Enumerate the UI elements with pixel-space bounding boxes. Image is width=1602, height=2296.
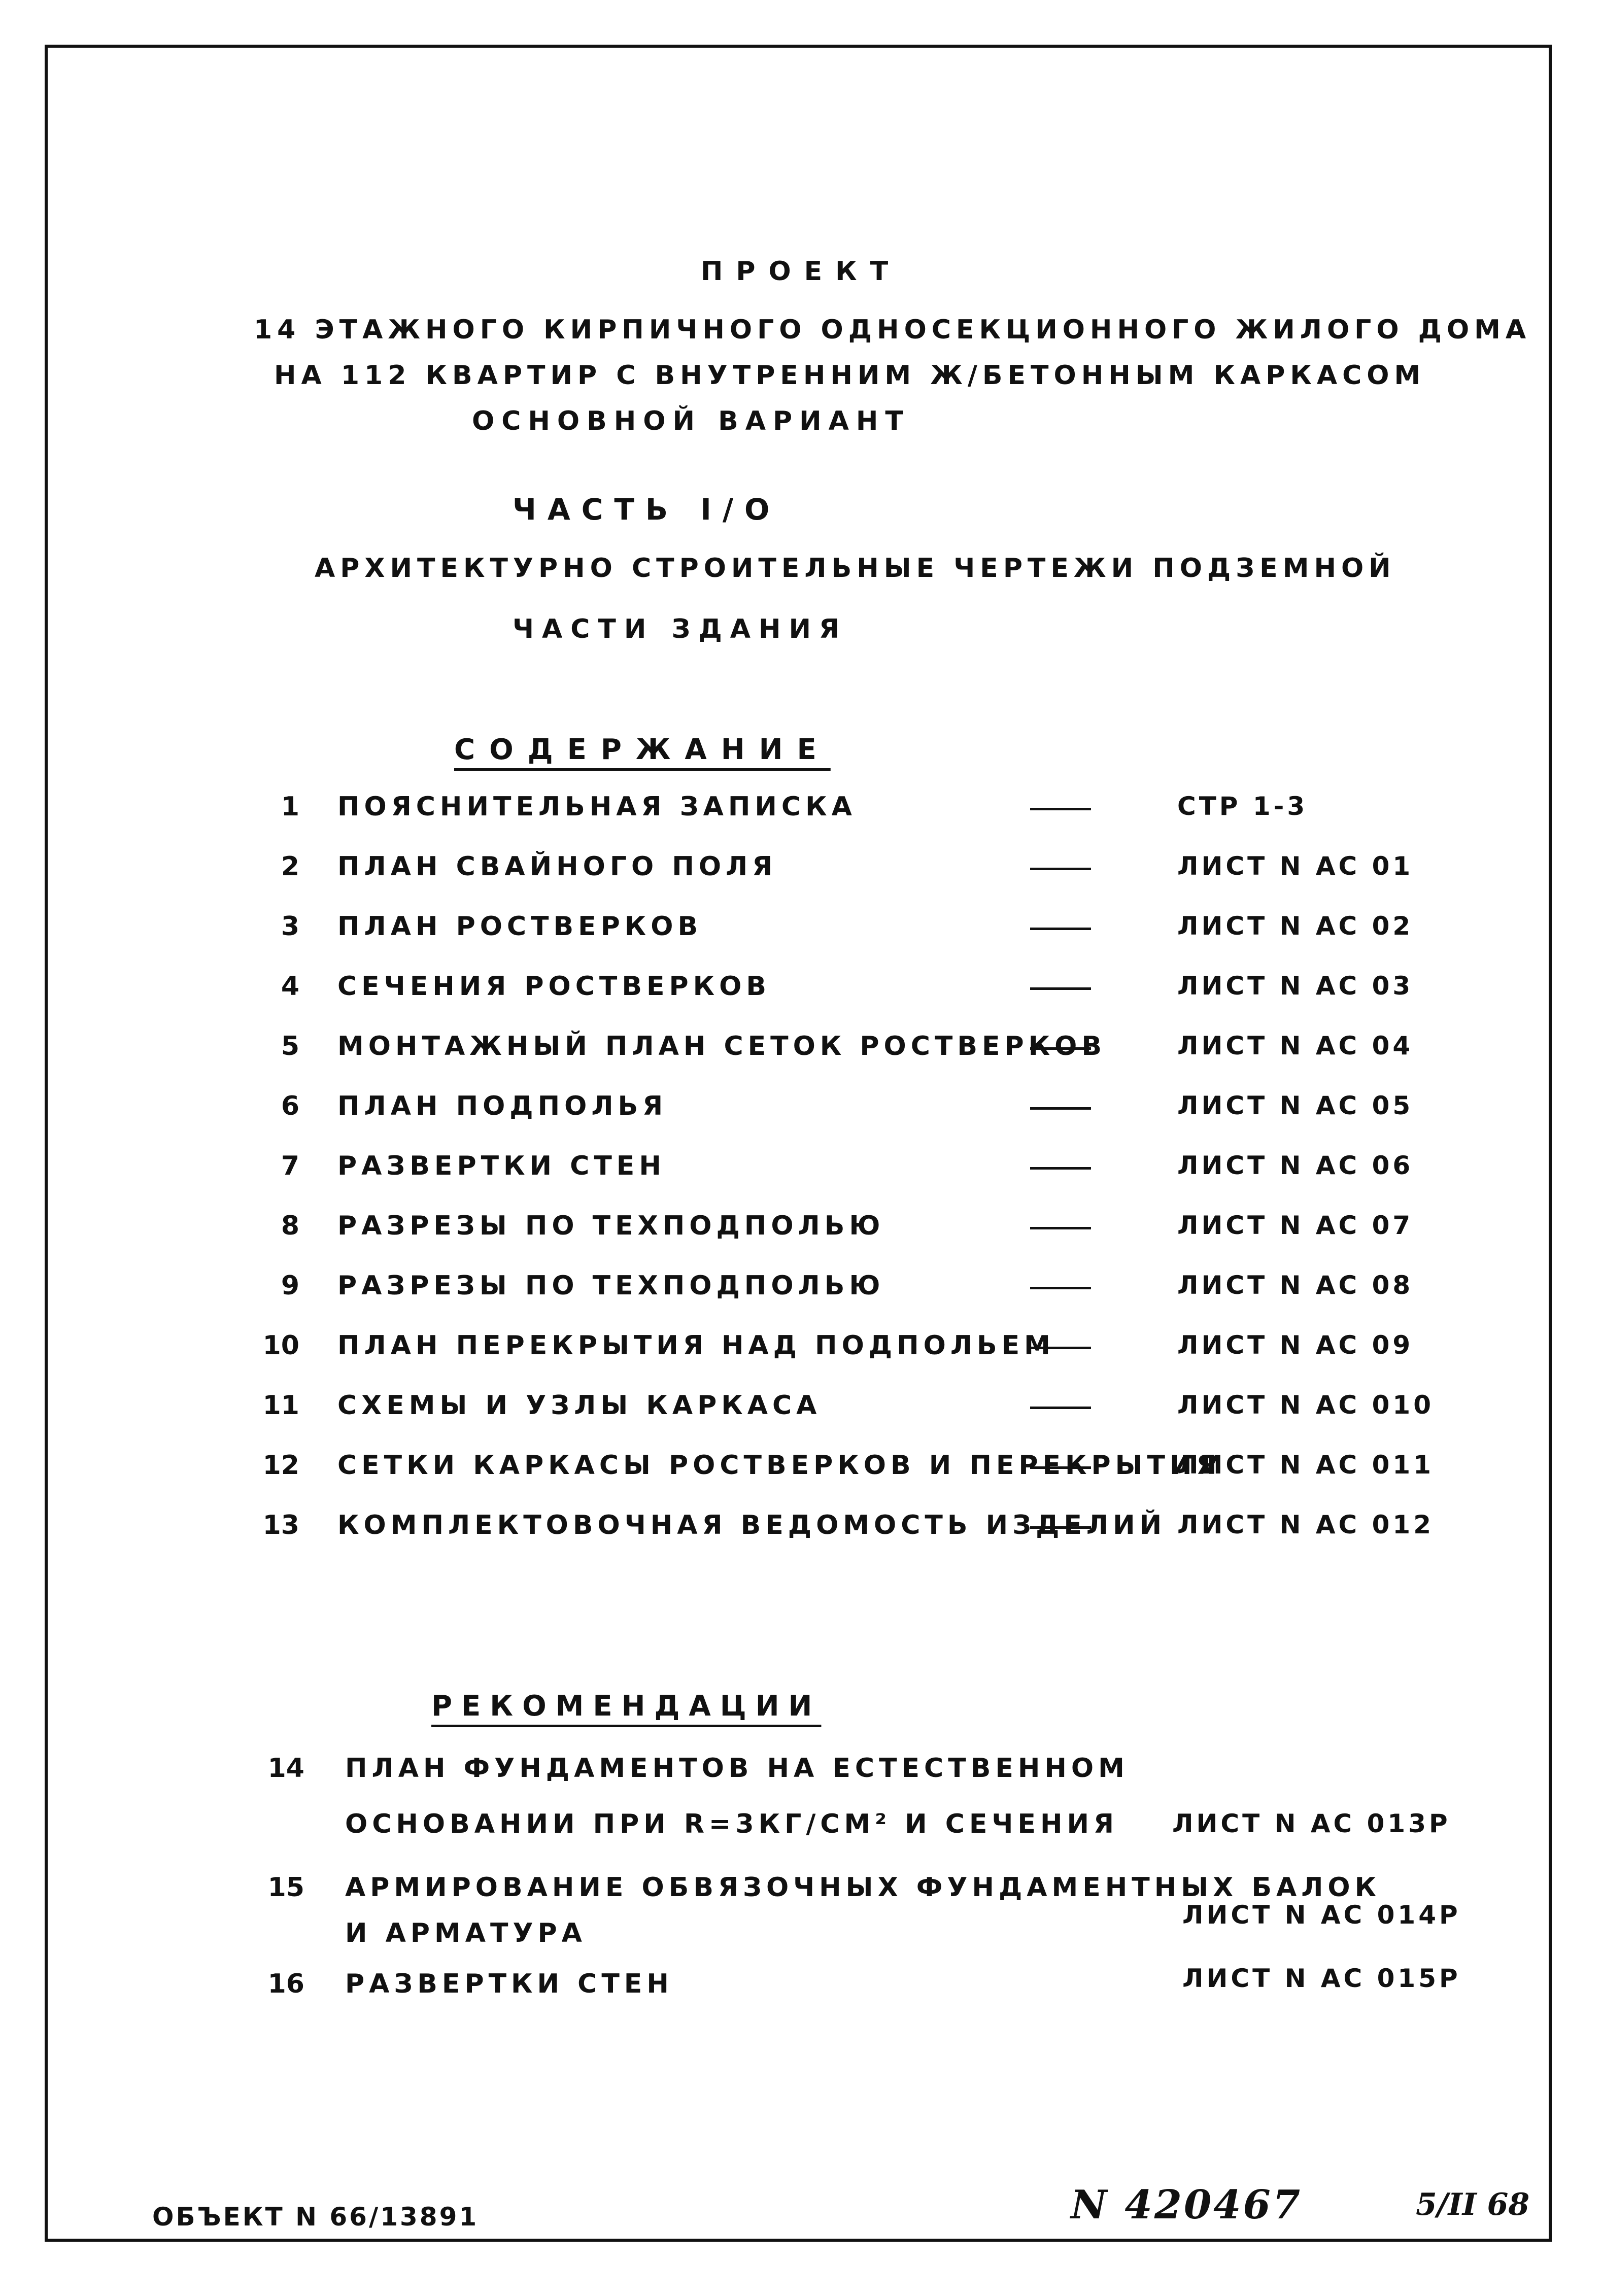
contents-item-number: 7 xyxy=(281,1151,299,1181)
contents-item-name: РАЗРЕЗЫ ПО ТЕХПОДПОЛЬЮ xyxy=(337,1211,885,1241)
contents-item-number: 2 xyxy=(281,851,299,882)
contents-item-number: 1 xyxy=(281,792,299,822)
rec-line-1: ПЛАН ФУНДАМЕНТОВ НА ЕСТЕСТВЕННОМ xyxy=(345,1753,1129,1784)
contents-item-dash xyxy=(1030,1466,1091,1469)
contents-item-number: 9 xyxy=(281,1271,299,1301)
contents-item-dash xyxy=(1030,1407,1091,1409)
contents-item-name: ПЛАН СВАЙНОГО ПОЛЯ xyxy=(337,851,777,882)
contents-item-number: 8 xyxy=(281,1211,299,1241)
rec-number: 14 xyxy=(267,1753,304,1784)
contents-item-sheet-ref: ЛИСТ N АС 03 xyxy=(1177,971,1414,1001)
contents-item-name: СЕЧЕНИЯ РОСТВЕРКОВ xyxy=(337,971,771,1002)
rec-sheet-ref: ЛИСТ N АС 013Р xyxy=(1172,1809,1451,1838)
contents-item-dash xyxy=(1030,928,1091,930)
rec-line-2: И АРМАТУРА xyxy=(345,1918,587,1948)
contents-item-dash xyxy=(1030,1287,1091,1289)
contents-item-dash xyxy=(1030,1107,1091,1110)
contents-item-name: РАЗВЕРТКИ СТЕН xyxy=(337,1151,666,1181)
contents-item-sheet-ref: ЛИСТ N АС 012 xyxy=(1177,1510,1435,1539)
rec-number: 15 xyxy=(267,1872,304,1903)
contents-item-sheet-ref: ЛИСТ N АС 06 xyxy=(1177,1151,1414,1180)
contents-item-number: 5 xyxy=(281,1031,299,1061)
contents-item-dash xyxy=(1030,808,1091,810)
object-number: ОБЪЕКТ N 66/13891 xyxy=(152,2202,479,2232)
part-description-1: АРХИТЕКТУРНО СТРОИТЕЛЬНЫЕ ЧЕРТЕЖИ ПОДЗЕМНОЙ xyxy=(315,553,1396,584)
contents-item-dash xyxy=(1030,1227,1091,1229)
contents-item-sheet-ref: ЛИСТ N АС 01 xyxy=(1177,851,1414,881)
contents-item-name: ПЛАН РОСТВЕРКОВ xyxy=(337,911,703,942)
contents-item-sheet-ref: ЛИСТ N АС 08 xyxy=(1177,1271,1414,1300)
contents-item-sheet-ref: ЛИСТ N АС 011 xyxy=(1177,1450,1435,1480)
contents-item-name: ПЛАН ПОДПОЛЬЯ xyxy=(337,1091,668,1121)
contents-item-number: 13 xyxy=(262,1510,299,1540)
contents-item-sheet-ref: ЛИСТ N АС 02 xyxy=(1177,911,1414,941)
contents-item-name: МОНТАЖНЫЙ ПЛАН СЕТОК РОСТВЕРКОВ xyxy=(337,1031,1106,1061)
project-line-1: 14 ЭТАЖНОГО КИРПИЧНОГО ОДНОСЕКЦИОННОГО ЖИЛОГО ДОМА xyxy=(254,315,1531,345)
contents-item-dash xyxy=(1030,1347,1091,1349)
contents-item-sheet-ref: ЛИСТ N АС 07 xyxy=(1177,1211,1414,1240)
contents-item-number: 4 xyxy=(281,971,299,1002)
rec-line-1: РАЗВЕРТКИ СТЕН xyxy=(345,1969,673,1999)
contents-heading: СОДЕРЖАНИЕ xyxy=(454,733,831,766)
contents-item-sheet-ref: СТР 1-3 xyxy=(1177,792,1308,821)
contents-item-name: РАЗРЕЗЫ ПО ТЕХПОДПОЛЬЮ xyxy=(337,1271,885,1301)
recommendations-heading: РЕКОМЕНДАЦИИ xyxy=(431,1690,822,1723)
rec-line-2: ОСНОВАНИИ ПРИ R=3КГ/СМ² И СЕЧЕНИЯ xyxy=(345,1809,1119,1839)
contents-item-sheet-ref: ЛИСТ N АС 05 xyxy=(1177,1091,1414,1120)
project-variant: ОСНОВНОЙ ВАРИАНТ xyxy=(472,406,910,436)
rec-sheet-ref: ЛИСТ N АС 015Р xyxy=(1182,1964,1461,1993)
contents-item-dash xyxy=(1030,987,1091,990)
contents-item-dash xyxy=(1030,868,1091,870)
contents-item-number: 11 xyxy=(262,1390,299,1421)
rec-sheet-ref: ЛИСТ N АС 014Р xyxy=(1182,1900,1461,1930)
rec-number: 16 xyxy=(267,1969,304,1999)
contents-item-number: 10 xyxy=(262,1330,299,1361)
handwritten-date: 5/II 68 xyxy=(1416,2187,1530,2222)
contents-item-sheet-ref: ЛИСТ N АС 04 xyxy=(1177,1031,1414,1060)
contents-item-dash xyxy=(1030,1167,1091,1170)
contents-item-sheet-ref: ЛИСТ N АС 09 xyxy=(1177,1330,1414,1360)
inventory-number: N 420467 xyxy=(1071,2182,1303,2228)
contents-item-dash xyxy=(1030,1526,1091,1529)
contents-item-number: 12 xyxy=(262,1450,299,1481)
contents-item-name: СХЕМЫ И УЗЛЫ КАРКАСА xyxy=(337,1390,822,1421)
part-label: ЧАСТЬ I/О xyxy=(513,492,781,527)
contents-item-sheet-ref: ЛИСТ N АС 010 xyxy=(1177,1390,1435,1420)
contents-item-name: СЕТКИ КАРКАСЫ РОСТВЕРКОВ И ПЕРЕКРЫТИЯ xyxy=(337,1450,1221,1481)
contents-item-number: 3 xyxy=(281,911,299,942)
rec-line-1: АРМИРОВАНИЕ ОБВЯЗОЧНЫХ ФУНДАМЕНТНЫХ БАЛОК xyxy=(345,1872,1381,1903)
document-title: ПРОЕКТ xyxy=(700,256,902,287)
contents-item-dash xyxy=(1030,1047,1091,1050)
part-description-2: ЧАСТИ ЗДАНИЯ xyxy=(513,614,848,644)
project-line-2: НА 112 КВАРТИР С ВНУТРЕННИМ Ж/БЕТОННЫМ КАРКАСОМ xyxy=(274,360,1426,391)
contents-item-number: 6 xyxy=(281,1091,299,1121)
contents-item-name: ПЛАН ПЕРЕКРЫТИЯ НАД ПОДПОЛЬЕМ xyxy=(337,1330,1055,1361)
contents-item-name: ПОЯСНИТЕЛЬНАЯ ЗАПИСКА xyxy=(337,792,857,822)
contents-item-name: КОМПЛЕКТОВОЧНАЯ ВЕДОМОСТЬ ИЗДЕЛИЙ xyxy=(337,1510,1167,1540)
